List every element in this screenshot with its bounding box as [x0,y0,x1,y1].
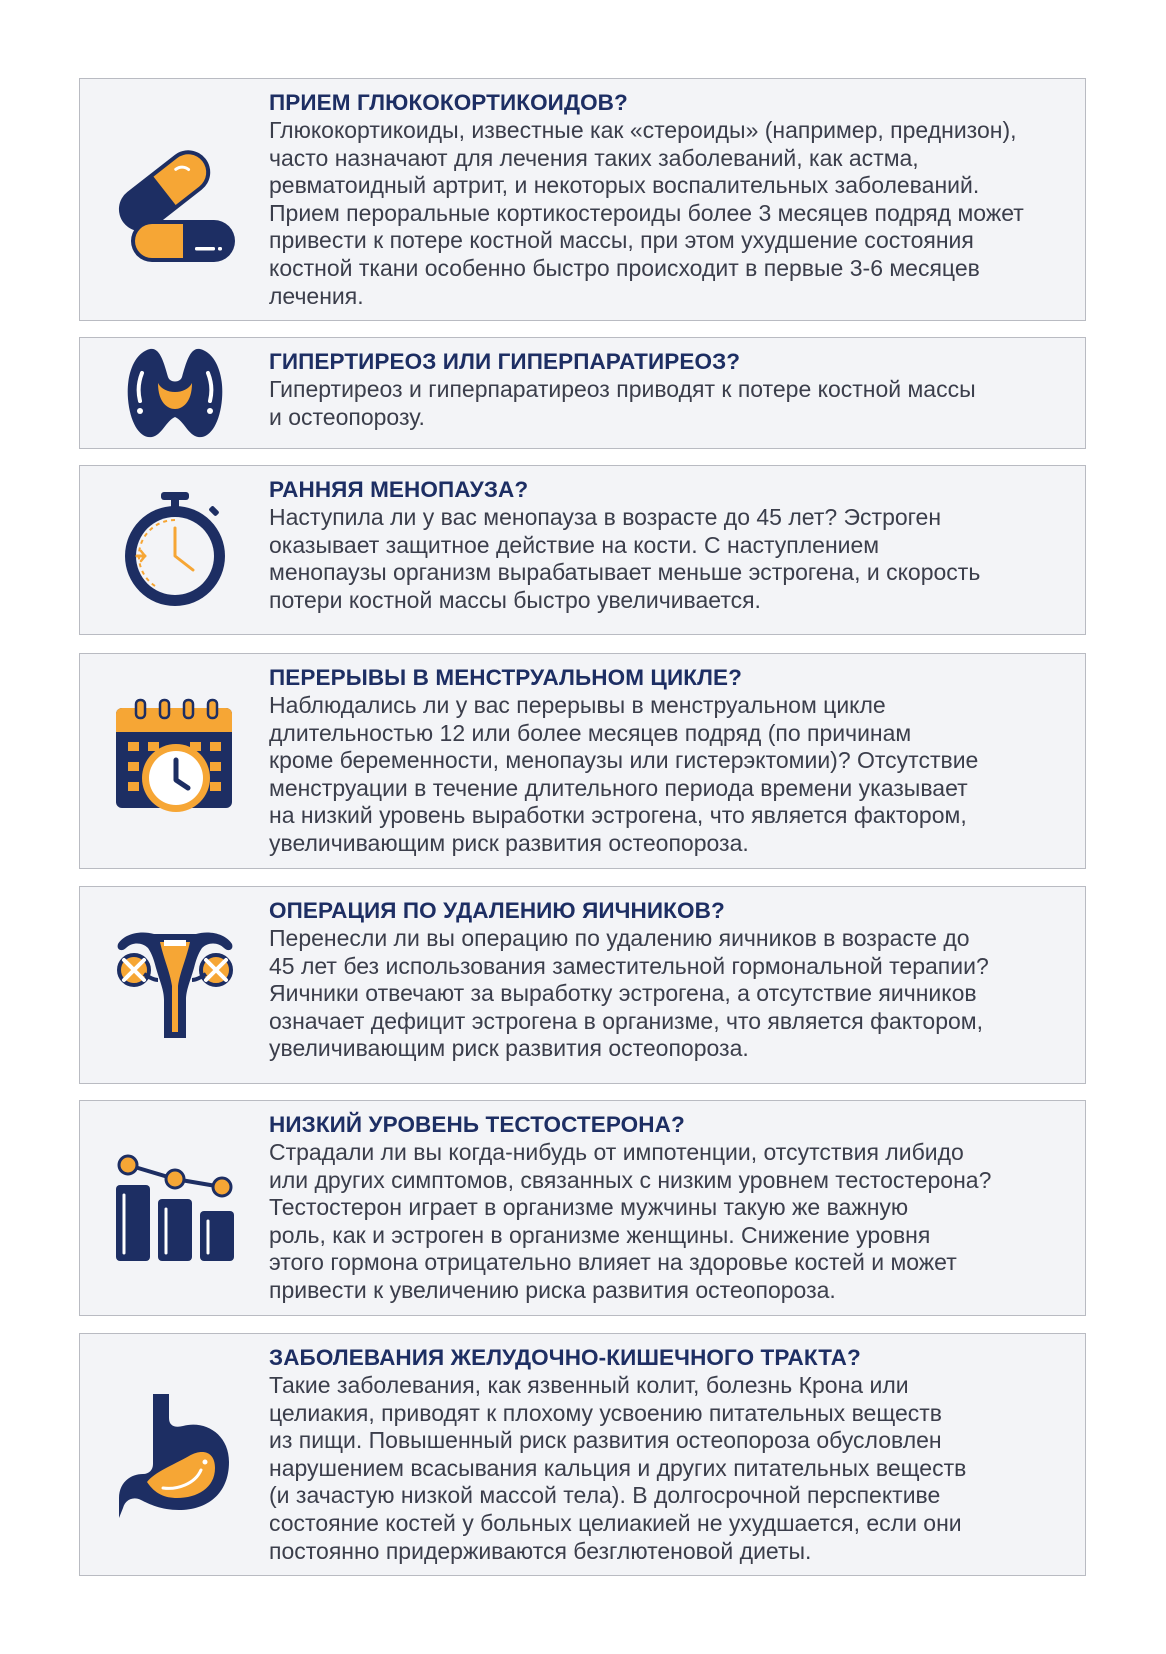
calendar-clock-icon [110,696,240,826]
card-title: РАННЯЯ МЕНОПАУЗА? [269,477,529,502]
stomach-icon [115,1390,235,1520]
card-low-testosterone [79,1100,1086,1316]
card-glucocorticoids [79,78,1086,321]
card-title: ОПЕРАЦИЯ ПО УДАЛЕНИЮ ЯИЧНИКОВ? [269,898,725,923]
card-title: ЗАБОЛЕВАНИЯ ЖЕЛУДОЧНО-КИШЕЧНОГО ТРАКТА? [269,1345,861,1370]
card-title: НИЗКИЙ УРОВЕНЬ ТЕСТОСТЕРОНА? [269,1112,685,1137]
card-title: ПЕРЕРЫВЫ В МЕНСТРУАЛЬНОМ ЦИКЛЕ? [269,665,742,690]
card-early-menopause [79,465,1086,635]
card-text: Перенесли ли вы операцию по удалению яичников в возрасте до 45 лет без использования заместительной гормональной терапии? Яичники отвечают за выработку эстрогена, а отсутствие яичников означает дефицит эстрогена в организме, что является фактором, увеличивающим риск развития остеопороза. [269,925,989,1062]
declining-bars-icon [110,1153,240,1263]
card-text: Глюкокортикоиды, известные как «стероиды» (например, преднизон), часто назначают для лечения таких заболеваний, как астма, ревматоидный артрит, и некоторых воспалительных заболеваний. Прием пероральные кортикостероиды более 3 месяцев подряд может привести к потере костной массы, при этом ухудшение состояния костной ткани особенно быстро происходит в первые 3-6 месяцев лечения. [269,117,1024,309]
card-gastrointestinal [79,1333,1086,1576]
stopwatch-icon [115,490,235,610]
card-text: Наступила ли у вас менопауза в возрасте до 45 лет? Эстроген оказывает защитное действие на кости. С наступлением менопаузы организм вырабатывает меньше эстрогена, и скорость потери костной массы быстро увеличивается. [269,504,981,613]
card-text: Наблюдались ли у вас перерывы в менструальном цикле длительностью 12 или более месяцев подряд (по причинам кроме беременности, менопаузы или гистерэктомии)? Отсутствие менструации в течение длительного периода времени указывает на низкий уровень выработки эстрогена, что является фактором, увеличивающим риск развития остеопороза. [269,692,979,856]
uterus-icon [110,920,240,1050]
card-ovary-removal [79,886,1086,1084]
card-text: Такие заболевания, как язвенный колит, болезнь Крона или целиакия, приводят к плохому усвоению питательных веществ из пищи. Повышенный риск развития остеопороза обусловлен нарушением всасывания кальция и других питательных веществ (и зачастую низкой массой тела). В долгосрочной перспективе состояние костей у больных целиакией не ухудшается, если они постоянно придерживаются безглютеновой диеты. [269,1372,967,1564]
card-title: ГИПЕРТИРЕОЗ ИЛИ ГИПЕРПАРАТИРЕОЗ? [269,349,741,374]
card-text: Гипертиреоз и гиперпаратиреоз приводят к потере костной массы и остеопорозу. [269,376,976,430]
card-text: Страдали ли вы когда-нибудь от импотенции, отсутствия либидо или других симптомов, связанных с низким уровнем тестостерона? Тестостерон играет в организме мужчины такую же важную роль, как и эстроген в организме женщины. Снижение уровня этого гормона отрицательно влияет на здоровье костей и может привести к увеличению риска развития остеопороза. [269,1139,992,1303]
thyroid-icon [120,343,230,443]
card-hyperthyroidism [79,337,1086,449]
card-title: ПРИЕМ ГЛЮКОКОРТИКОИДОВ? [269,90,628,115]
pills-icon [105,130,245,270]
card-menstrual-breaks [79,653,1086,869]
